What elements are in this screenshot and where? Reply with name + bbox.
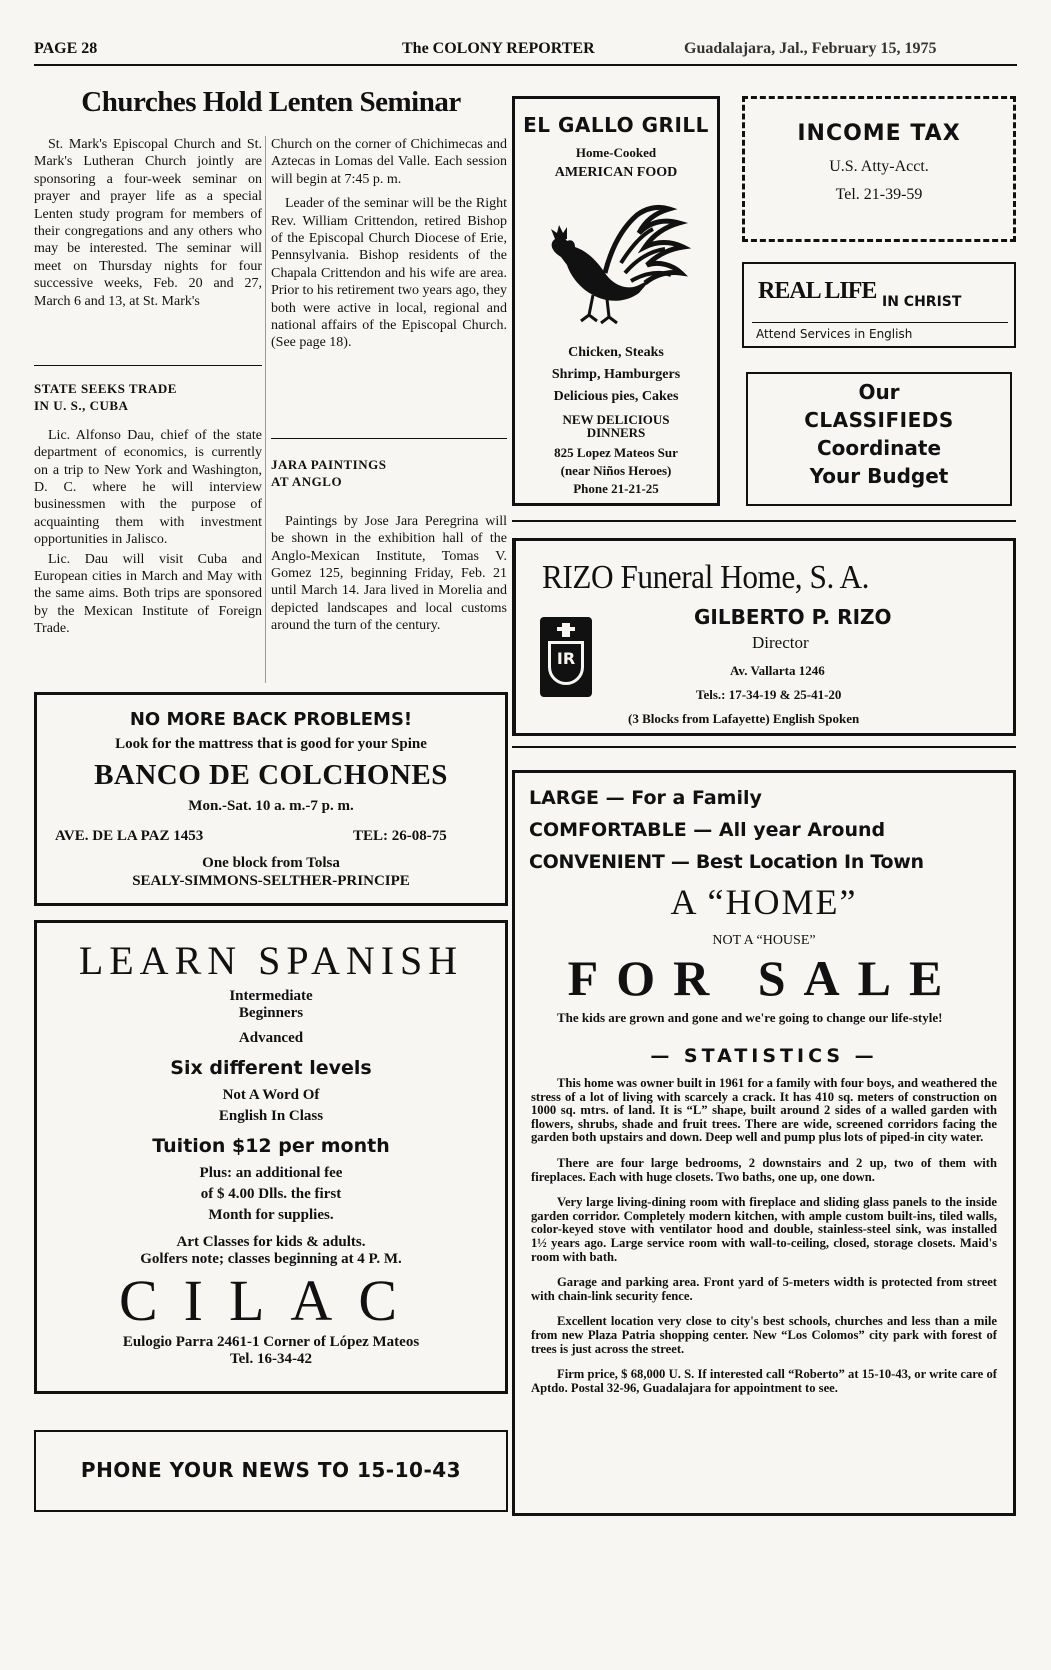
income-tax-line1: U.S. Atty-Acct. (829, 158, 929, 175)
header-rule (34, 64, 1017, 66)
gallo-address: 825 Lopez Mateos Sur (554, 445, 678, 460)
colchones-block: One block from Tolsa (202, 855, 340, 871)
gallo-tag2: AMERICAN FOOD (554, 165, 678, 180)
sale-kids: The kids are grown and gone and we're going to change our life-style! (557, 1010, 943, 1025)
sale-for-sale: FOR SALE (567, 950, 961, 1006)
paragraph: There are four large bedrooms, 2 downstairs and 2 up, two of them with fireplaces. Each with huge closets. Two baths, one up, one down. (531, 1155, 997, 1184)
paragraph: Firm price, $ 68,000 U. S. If interested call “Roberto” at 15-10-43, or write care of Aptdo. Postal 32-96, Guadalajara for appointment to see. (531, 1367, 997, 1395)
page-header (0, 40, 1051, 62)
learn-spanish-ad (34, 920, 508, 1394)
paragraph: Leader of the seminar will be the Right Rev. William Crittendon, retired Bishop of the Episcopal Church Diocese of Erie, Pennsylvania. Bishop residents of the Chapala Crittendon and his wife are area. Prior to his retirement two years ago, they both were active in local, regional and national affairs of the Episcopal Church. (See page 18). (271, 196, 507, 351)
classifieds-line4: Your Budget (809, 464, 949, 488)
spanish-fee: of $ 4.00 Dlls. the first (200, 1186, 342, 1202)
gallo-grill-ad (512, 96, 720, 506)
sale-line2 (529, 819, 885, 841)
real-life-divider (752, 322, 1008, 323)
real-life-tagline: Attend Services in English (756, 327, 913, 341)
rooster-illustration (541, 199, 691, 329)
jara-headline-2: AT ANGLO (271, 474, 343, 490)
colchones-brands: SEALY-SIMMONS-SELTHER-PRINCIPE (132, 873, 410, 889)
spanish-month: Month for supplies. (208, 1207, 334, 1223)
spanish-address: Eulogio Parra 2461-1 Corner of López Mateos (122, 1334, 420, 1350)
colchones-hours: Mon.-Sat. 10 a. m.-7 p. m. (188, 798, 354, 814)
sale-home: A “HOME” (670, 882, 858, 922)
rizo-logo-letters: IR (556, 649, 576, 668)
colchones-headline: NO MORE BACK PROBLEMS! (129, 709, 413, 730)
sale-line1-word: LARGE (529, 787, 600, 809)
section-rule (512, 746, 1016, 748)
gallo-line3: Delicious pies, Cakes (553, 389, 679, 404)
gallo-line4: NEW DELICIOUS (562, 412, 670, 427)
section-rule (512, 520, 1016, 522)
paragraph: Church on the corner of Chichimecas and Aztecas in Lomas del Valle. Each session will begin at 7:45 p. m. (271, 137, 507, 187)
rizo-note: (3 Blocks from Lafayette) English Spoken (628, 711, 860, 726)
sale-line2-rest: — All year Around (693, 819, 886, 841)
spanish-six: Six different levels (170, 1057, 372, 1079)
rizo-name: GILBERTO P. RIZO (694, 605, 892, 629)
main-headline: Churches Hold Lenten Seminar (81, 86, 461, 118)
spanish-not-word: Not A Word Of (222, 1087, 320, 1103)
home-sale-ad (512, 770, 1016, 1516)
article-rule (34, 365, 262, 366)
trade-headline-1: STATE SEEKS TRADE (34, 381, 177, 396)
income-tax-title: INCOME TAX (797, 121, 961, 146)
real-life-ad (742, 262, 1016, 348)
spanish-tuition: Tuition $12 per month (152, 1135, 390, 1157)
spanish-english: English In Class (218, 1108, 324, 1124)
rizo-funeral-ad (512, 538, 1016, 736)
rizo-logo (540, 617, 592, 697)
sale-not-house: NOT A “HOUSE” (712, 933, 816, 948)
newspaper-name: The COLONY REPORTER (402, 40, 595, 57)
page-number: PAGE 28 (34, 40, 98, 57)
paragraph: Excellent location very close to city's best schools, churches and less than a mile from new Plaza Patria shopping center. New “Los Colomos” city park with forest of trees is just across the street. (531, 1314, 997, 1356)
spanish-level-2: Beginners (238, 1005, 304, 1021)
rizo-cross-bar (557, 627, 575, 631)
sale-line3 (529, 851, 924, 873)
gallo-near: (near Niños Heroes) (560, 463, 672, 478)
colchones-sub: Look for the mattress that is good for your Spine (115, 736, 427, 752)
phone-news-box (34, 1430, 508, 1512)
in-christ: IN CHRIST (882, 294, 962, 310)
col-divider (265, 136, 266, 683)
gallo-line1: Chicken, Steaks (568, 345, 664, 360)
paragraph: This home was owner built in 1961 for a family with four boys, and weathered the stress of a lot of living with scarcely a crack. It has 410 sq. meters of construction on 1000 sq. mtrs. of land. It is “L” shape, built around 2 sides of a walled garden with flowers, shrubs, shade and fruit trees. There are wide, screened corridors facing the garden both upstairs and down. Deep well and pump plus lots of piped-in city water. (531, 1076, 997, 1145)
classifieds-ad (746, 372, 1012, 506)
gallo-tag1: Home-Cooked (575, 145, 657, 160)
income-tax-ad (742, 96, 1016, 242)
spanish-art: Art Classes for kids & adults. (176, 1234, 366, 1250)
gallo-phone: Phone 21-21-25 (573, 481, 659, 496)
income-tax-phone: Tel. 21-39-59 (835, 186, 923, 203)
paragraph: Garage and parking area. Front yard of 5-meters width is protected from street with chain-link security fence. (531, 1275, 997, 1303)
sale-line3-word: CONVENIENT (529, 851, 665, 873)
sale-line3-rest: — Best Location In Town (670, 851, 924, 873)
rizo-title: RIZO Funeral Home, S. A. (542, 559, 869, 596)
spanish-level-1: Intermediate (229, 988, 313, 1004)
gallo-line5: DINNERS (586, 425, 646, 440)
spanish-golf: Golfers note; classes beginning at 4 P. M. (140, 1251, 402, 1267)
sale-line2-word: COMFORTABLE (529, 819, 687, 841)
sale-body (531, 1077, 997, 1395)
classifieds-line1: Our (858, 380, 900, 404)
paragraph: Lic. Alfonso Dau, chief of the state department of economics, is currently on a trip to New York and Washington, D. C. where he will interview businessmen with the purpose of acquainting them with investment opportunities in Jalisco. (34, 427, 262, 548)
article-rule (271, 438, 507, 439)
spanish-tel: Tel. 16-34-42 (230, 1351, 312, 1367)
sale-stats-head: — STATISTICS — (650, 1045, 878, 1067)
rizo-address: Av. Vallarta 1246 (730, 663, 825, 678)
school-name: CILAC (119, 1268, 423, 1333)
trade-headline-2: IN U. S., CUBA (34, 398, 129, 414)
colchones-ad (34, 692, 508, 906)
main-article-col2 (271, 136, 507, 359)
colchones-address: AVE. DE LA PAZ 1453 (55, 828, 204, 844)
colchones-tel: TEL: 26-08-75 (353, 828, 447, 844)
gallo-name: EL GALLO GRILL (523, 113, 709, 137)
paragraph: Very large living-dining room with fireplace and sliding glass panels to the inside garden corridor. Completely modern kitchen, with ample custom built-ins, tiled walls, color-keyed stove with ventilator hood and double, stainless-steel sink, was installed 1½ years ago. Large service room with wall-to-ceiling, closed, storage closets. Maid's room with bath. (531, 1195, 997, 1264)
paragraph: Paintings by Jose Jara Peregrina will be shown in the exhibition hall of the Anglo-Mexican Institute, Tomas V. Gomez 125, beginning Friday, Feb. 21 until March 14. Jara lived in Morelia and depicted landscapes and local customs around the turn of the century. (271, 513, 507, 634)
classifieds-line3: Coordinate (816, 436, 942, 460)
sale-line1 (529, 787, 762, 809)
gallo-line2: Shrimp, Hamburgers (551, 367, 681, 382)
spanish-title: LEARN SPANISH (78, 938, 464, 983)
spanish-level-3: Advanced (238, 1030, 304, 1046)
paragraph: Lic. Dau will visit Cuba and European cities in March and May with the same aims. Both trips are sponsored by the Mexican Institute of Foreign Trade. (34, 551, 262, 637)
jara-headline-1: JARA PAINTINGS (271, 457, 387, 472)
real-life-logo: REAL LIFE (758, 278, 877, 304)
spanish-plus: Plus: an additional fee (199, 1165, 343, 1181)
main-article-col1 (34, 136, 262, 317)
classifieds-line2: CLASSIFIEDS (804, 408, 954, 432)
rizo-role: Director (752, 633, 809, 652)
paragraph: St. Mark's Episcopal Church and St. Mark's Lutheran Church jointly are sponsoring a four-week seminar on prayer and prayer life as a special Lenten study program for members of their congregations and any others who may be interested. The seminar will meet on Thursday nights for four successive weeks, Feb. 20 and 27, March 6 and 13, at St. Mark's (34, 137, 262, 309)
phone-news-text: PHONE YOUR NEWS TO 15-10-43 (80, 1458, 462, 1482)
dateline: Guadalajara, Jal., February 15, 1975 (684, 40, 937, 57)
sale-line1-rest: — For a Family (605, 787, 762, 809)
rizo-phones: Tels.: 17-34-19 & 25-41-20 (696, 687, 842, 702)
jara-article (271, 456, 507, 642)
colchones-name: BANCO DE COLCHONES (94, 759, 448, 791)
trade-article (34, 380, 262, 645)
